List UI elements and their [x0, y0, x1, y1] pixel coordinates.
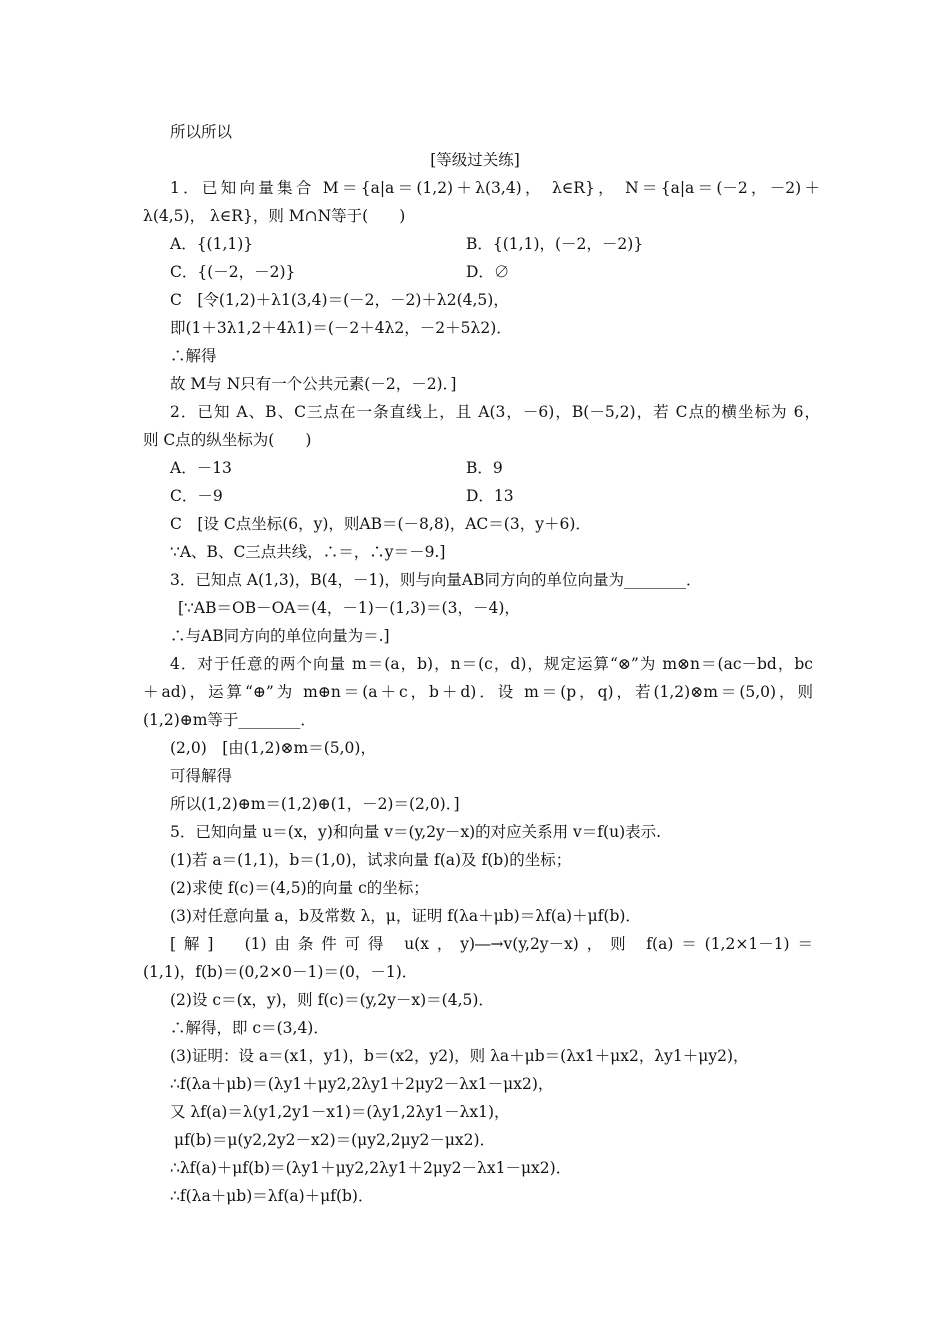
- solution-line: (2)设 c＝(x，y)，则 f(c)＝(y,2y－x)＝(4,5)．: [170, 991, 494, 1009]
- option-c: C．－9: [170, 487, 223, 505]
- answer-line: 可得解得: [170, 767, 233, 785]
- question-5-stem: 5．已知向量 u＝(x，y)和向量 v＝(y,2y－x)的对应关系用 v＝f(u)表示.: [170, 823, 662, 841]
- text-line: 所以所以: [170, 123, 233, 141]
- solution-line: ∴f(λa＋μb)＝(λy1＋μy2,2λy1＋2μy2－λx1－μx2)，: [170, 1075, 554, 1093]
- question-4-stem-cont: (1,2)⊕m等于________．: [143, 711, 316, 729]
- option-c: C．{(－2，－2)}: [170, 263, 296, 281]
- option-b: B．9: [466, 459, 503, 477]
- question-5-part: (2)求使 f(c)＝(4,5)的向量 c的坐标；: [170, 879, 429, 897]
- question-4-stem-cont: ＋ad)，运算“⊕”为 m⊕n＝(a＋c，b＋d)．设 m＝(p，q)，若(1,2)⊗m＝(5,0)，则: [143, 683, 813, 701]
- answer-line: C [设 C点坐标(6，y)，则AB＝(－8,8)，AC＝(3，y＋6)．: [170, 515, 591, 533]
- option-d: D．∅: [466, 263, 510, 281]
- solution-line: (3)证明：设 a＝(x1，y1)，b＝(x2，y2)，则 λa＋μb＝(λx1＋μx2，λy1＋μy2)，: [170, 1047, 749, 1065]
- answer-line: 即(1＋3λ1,2＋4λ1)＝(－2＋4λ2，－2＋5λ2)．: [170, 319, 512, 337]
- question-2-stem: 2．已知 A、B、C三点在一条直线上，且 A(3，－6)，B(－5,2)，若 C点的横坐标为 6，: [170, 403, 820, 421]
- solution-line: [解] (1)由条件可得 u(x，y)―→v(y,2y－x)，则 f(a)＝(1,2×1－1)＝: [170, 935, 813, 953]
- solution-line: μf(b)＝μ(y2,2y2－x2)＝(μy2,2μy2－μx2)．: [174, 1131, 496, 1149]
- option-a: A．－13: [170, 459, 232, 477]
- section-heading: [等级过关练]: [430, 151, 520, 169]
- question-5-part: (1)若 a＝(1,1)，b＝(1,0)，试求向量 f(a)及 f(b)的坐标；: [170, 851, 572, 869]
- answer-line: ∴解得: [170, 347, 217, 365]
- question-3-stem: 3．已知点 A(1,3)，B(4，－1)，则与向量AB同方向的单位向量为________．: [170, 571, 702, 589]
- answer-line: (2,0) [由(1,2)⊗m＝(5,0)，: [170, 739, 376, 757]
- answer-line: C [令(1,2)＋λ1(3,4)＝(－2，－2)＋λ2(4,5)，: [170, 291, 509, 309]
- question-4-stem: 4．对于任意的两个向量 m＝(a，b)，n＝(c，d)，规定运算“⊗”为 m⊗n＝(ac－bd，bc: [170, 655, 813, 673]
- answer-line: ∵A、B、C三点共线，∴＝，∴y＝－9.]: [170, 543, 446, 561]
- solution-line: ∴解得，即 c＝(3,4)．: [170, 1019, 329, 1037]
- question-1-stem: 1．已知向量集合 M＝{a|a＝(1,2)＋λ(3,4)， λ∈R}， N＝{a|a＝(－2，－2)＋: [170, 179, 820, 197]
- solution-line: (1,1)，f(b)＝(0,2×0－1)＝(0，－1)．: [143, 963, 418, 981]
- option-b: B．{(1,1)，(－2，－2)}: [466, 235, 644, 253]
- option-d: D．13: [466, 487, 514, 505]
- option-a: A．{(1,1)}: [170, 235, 254, 253]
- question-5-part: (3)对任意向量 a，b及常数 λ，μ，证明 f(λa＋μb)＝λf(a)＋μf(b)．: [170, 907, 641, 925]
- answer-line: ∴与AB同方向的单位向量为＝.]: [170, 627, 390, 645]
- question-2-stem-cont: 则 C点的纵坐标为( ): [143, 431, 312, 449]
- answer-line: [∵AB＝OB－OA＝(4，－1)－(1,3)＝(3，－4)，: [178, 599, 520, 617]
- answer-line: 故 M与 N只有一个公共元素(－2，－2)．]: [170, 375, 457, 393]
- solution-line: 又 λf(a)＝λ(y1,2y1－x1)＝(λy1,2λy1－λx1)，: [170, 1103, 510, 1121]
- question-1-stem-cont: λ(4,5)， λ∈R}，则 M∩N等于( ): [143, 207, 406, 225]
- solution-line: ∴λf(a)＋μf(b)＝(λy1＋μy2,2λy1＋2μy2－λx1－μx2)．: [170, 1159, 572, 1177]
- answer-line: 所以(1,2)⊕m＝(1,2)⊕(1，－2)＝(2,0)．]: [170, 795, 460, 813]
- solution-line: ∴f(λa＋μb)＝λf(a)＋μf(b)．: [170, 1187, 374, 1205]
